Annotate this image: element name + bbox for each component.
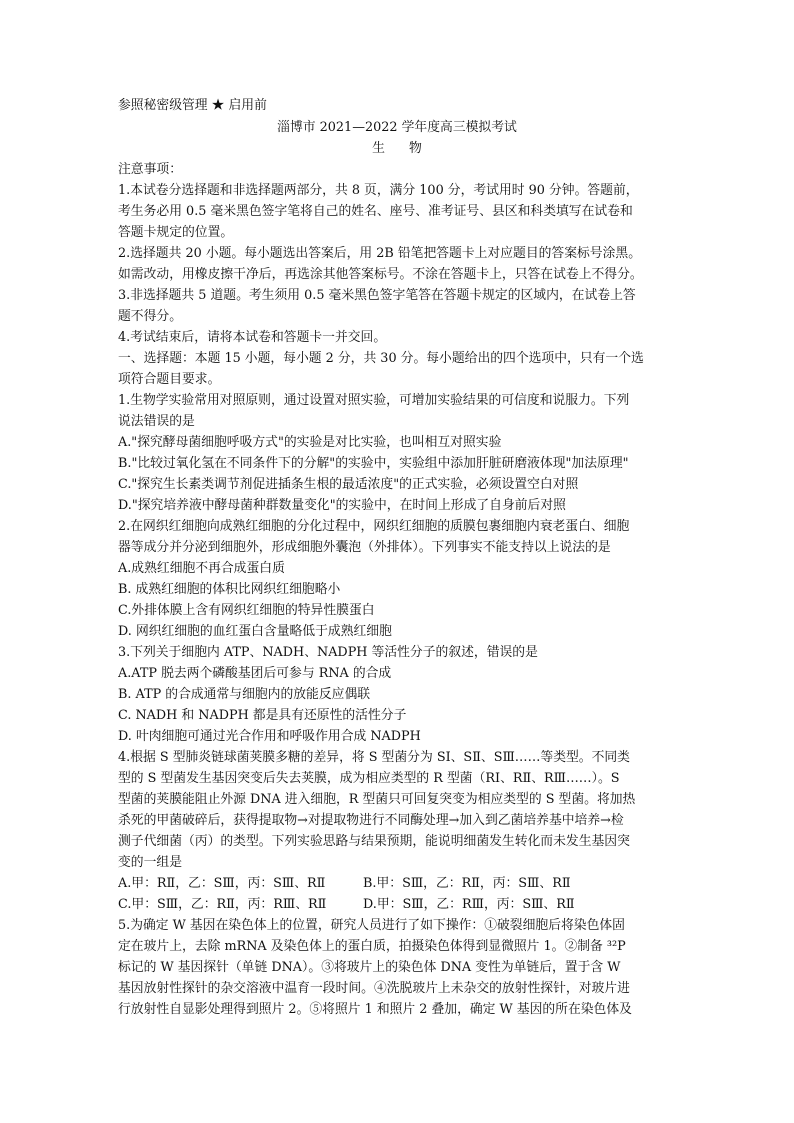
note-line: 1.本试卷分选择题和非选择题两部分，共 8 页，满分 100 分，考试用时 90 分钟。答题前， (118, 183, 639, 198)
notes-label: 注意事项： (118, 162, 182, 177)
question-4-stem: 型的 S 型菌发生基因突变后失去荚膜，成为相应类型的 R 型菌（RⅠ、RⅡ、RⅢ……）。S (118, 771, 620, 786)
question-5-stem: 行放射性自显影处理得到照片 2。⑤将照片 1 和照片 2 叠加，确定 W 基因的所在染色体及 (118, 1002, 632, 1017)
note-line: 答题卡规定的位置。 (118, 225, 234, 240)
question-2-stem: 2.在网织红细胞向成熟红细胞的分化过程中，网织红细胞的质膜包裹细胞内衰老蛋白、细胞 (118, 519, 630, 534)
question-1-option-a: A."探究酵母菌细胞呼吸方式"的实验是对比实验，也叫相互对照实验 (118, 435, 502, 450)
exam-title: 淄博市 2021—2022 学年度高三模拟考试 (277, 120, 517, 135)
question-4-option-c: C.甲：SⅢ，乙：RⅡ，丙：RⅢ、RⅡ (118, 897, 327, 912)
question-5-stem: 标记的 W 基因探针（单链 DNA）。③将玻片上的染色体 DNA 变性为单链后，置于含 W (118, 960, 621, 975)
question-4-options-row (118, 874, 688, 895)
question-4-stem: 变的一组是 (118, 855, 182, 870)
section-heading: 一、选择题：本题 15 小题，每小题 2 分，共 30 分。每小题给出的四个选项中，只有一个选 (118, 351, 644, 366)
question-4-options-row (118, 895, 688, 916)
note-line: 3.非选择题共 5 道题。考生须用 0.5 毫米黑色签字笔答在答题卡规定的区域内，在试卷上答 (118, 288, 636, 303)
question-4-stem: 4.根据 S 型肺炎链球菌荚膜多糖的差异，将 S 型菌分为 SⅠ、SⅡ、SⅢ……等类型。不同类 (118, 750, 630, 765)
question-4-option-a: A.甲：RⅡ，乙：SⅢ，丙：SⅢ、RⅡ (118, 876, 326, 891)
question-2-option-c: C.外排体膜上含有网织红细胞的特异性膜蛋白 (118, 603, 375, 618)
question-1-option-c: C."探究生长素类调节剂促进插条生根的最适浓度"的正式实验，必须设置空白对照 (118, 477, 579, 492)
question-4-option-d: D.甲：SⅢ，乙：RⅢ，丙：SⅢ、RⅡ (363, 897, 575, 912)
question-5-stem: 定在玻片上，去除 mRNA 及染色体上的蛋白质，拍摄染色体得到显微照片 1。②制备 ³²P (118, 939, 626, 954)
question-1-option-b: B."比较过氧化氢在不同条件下的分解"的实验中，实验组中添加肝脏研磨液体现"加法原理" (118, 456, 629, 471)
question-5-stem: 5.为确定 W 基因在染色体上的位置，研究人员进行了如下操作：①破裂细胞后将染色体固 (118, 918, 625, 933)
subject-title: 生 物 (372, 141, 432, 156)
question-4-stem: 测子代细菌（丙）的类型。下列实验思路与结果预期，能说明细菌发生转化而未发生基因突 (118, 834, 630, 849)
question-1-option-d: D."探究培养液中酵母菌种群数量变化"的实验中，在时间上形成了自身前后对照 (118, 498, 566, 513)
question-2-option-a: A.成熟红细胞不再合成蛋白质 (118, 561, 285, 576)
question-1-stem: 1.生物学实验常用对照原则，通过设置对照实验，可增加实验结果的可信度和说服力。下列 (118, 393, 630, 408)
note-line: 2.选择题共 20 小题。每小题选出答案后，用 2B 铅笔把答题卡上对应题目的答案标号涂黑。 (118, 246, 641, 261)
note-line: 考生务必用 0.5 毫米黑色签字笔将自己的姓名、座号、准考证号、县区和科类填写在试卷和 (118, 204, 633, 219)
question-4-option-b: B.甲：SⅢ，乙：RⅡ，丙：SⅢ、RⅡ (363, 876, 571, 891)
question-2-option-b: B. 成熟红细胞的体积比网织红细胞略小 (118, 582, 341, 597)
question-3-option-d: D. 叶肉细胞可通过光合作用和呼吸作用合成 NADPH (118, 729, 421, 744)
note-line: 如需改动，用橡皮擦干净后，再选涂其他答案标号。不涂在答题卡上，只答在试卷上不得分。 (118, 267, 643, 282)
note-line: 题不得分。 (118, 309, 182, 324)
question-4-stem: 型菌的荚膜能阻止外源 DNA 进入细胞，R 型菌只可回复突变为相应类型的 S 型菌。将加热 (118, 792, 636, 807)
question-3-option-c: C. NADH 和 NADPH 都是具有还原性的活性分子 (118, 708, 407, 723)
note-line: 4.考试结束后，请将本试卷和答题卡一并交回。 (118, 330, 387, 345)
question-3-option-a: A.ATP 脱去两个磷酸基团后可参与 RNA 的合成 (118, 666, 392, 681)
question-3-option-b: B. ATP 的合成通常与细胞内的放能反应偶联 (118, 687, 371, 702)
question-4-stem: 杀死的甲菌破碎后，获得提取物→对提取物进行不同酶处理→加入到乙菌培养基中培养→检 (118, 813, 624, 828)
question-2-stem: 器等成分并分泌到细胞外，形成细胞外囊泡（外排体）。下列事实不能支持以上说法的是 (118, 540, 611, 555)
section-heading: 项符合题目要求。 (118, 372, 221, 387)
question-2-option-d: D. 网织红细胞的血红蛋白含量略低于成熟红细胞 (118, 624, 392, 639)
question-1-stem: 说法错误的是 (118, 414, 195, 429)
confidentiality-note: 参照秘密级管理 ★ 启用前 (118, 98, 267, 113)
question-3-stem: 3.下列关于细胞内 ATP、NADH、NADPH 等活性分子的叙述，错误的是 (118, 645, 538, 660)
question-5-stem: 基因放射性探针的杂交溶液中温育一段时间。④洗脱玻片上未杂交的放射性探针，对玻片进 (118, 981, 630, 996)
